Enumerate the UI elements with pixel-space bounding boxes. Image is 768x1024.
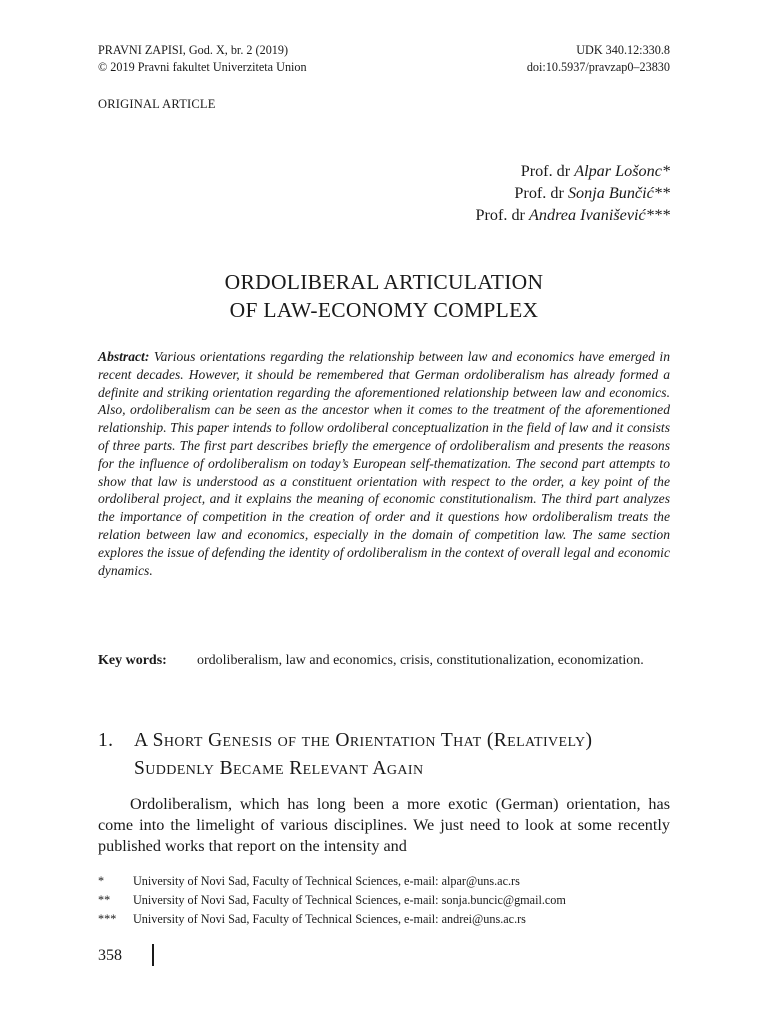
page-number-divider (152, 944, 154, 966)
footnote (98, 891, 670, 910)
keywords-label: Key words: (98, 653, 167, 668)
section-heading (98, 727, 670, 783)
header-left (98, 42, 307, 76)
abstract (98, 348, 670, 579)
body-paragraph: Ordoliberalism, which has long been a more exotic (German) orientation, has come into the limelight of various disciplines. We just need to look at some recently published works that report on the intensity and (98, 795, 670, 855)
journal-line: PRAVNI ZAPISI, God. X, br. 2 (2019) (98, 43, 289, 57)
author-prefix: Prof. dr (520, 162, 575, 180)
udk-code: UDK 340.12:330.8 (576, 43, 670, 57)
document-page (98, 0, 670, 1024)
author-line (475, 182, 670, 204)
footnote-mark: *** (98, 912, 117, 926)
article-title (98, 268, 670, 324)
author-line (475, 204, 670, 226)
footnote-mark: * (98, 874, 105, 888)
page-number: 358 (98, 947, 122, 964)
keywords (98, 652, 670, 670)
header-right (527, 42, 670, 76)
keywords-text: ordoliberalism, law and economics, crisis, constitutionalization, economization. (197, 653, 644, 668)
doi-line: doi:10.5937/pravzap0–23830 (526, 60, 670, 74)
author-prefix: Prof. dr (475, 206, 529, 224)
footnote-text: University of Novi Sad, Faculty of Technical Sciences, e-mail: sonja.buncic@gmail.com (133, 893, 566, 907)
author-name: Andrea Ivanišević*** (529, 206, 670, 224)
footnote-text: University of Novi Sad, Faculty of Technical Sciences, e-mail: alpar@uns.ac.rs (133, 874, 520, 888)
section-title: A Short Genesis of the Orientation That (Relatively) Suddenly Became Relevant Again (134, 730, 593, 779)
footnote-text: University of Novi Sad, Faculty of Technical Sciences, e-mail: andrei@uns.ac.rs (133, 912, 526, 926)
author-prefix: Prof. dr (514, 184, 568, 202)
author-name: Alpar Lošonc* (574, 162, 670, 180)
footnote-mark: ** (98, 893, 111, 907)
author-line (475, 160, 670, 182)
footnote (98, 872, 670, 891)
footnote (98, 910, 670, 929)
footnotes (98, 872, 670, 929)
title-line-2: OF LAW-ECONOMY COMPLEX (229, 298, 539, 322)
abstract-label: Abstract: (98, 349, 150, 364)
abstract-text: Various orientations regarding the relationship between law and economics have emerged in recent decades. However, it should be remembered that German ordoliberalism has already formed a definite and striking orientation regarding the aforementioned relationship between law and economics. Also, ordoliberalism can be seen as the ancestor when it comes to the treatment of the aforementioned relationship. This paper intends to follow ordoliberal conceptualization in the field of law and it consists of three parts. The first part describes briefly the emergence of ordoliberalism and presents the reasons for the influence of ordoliberalism on today’s European self-thematization. The second part attempts to show that law is understood as a constituent orientation with respect to the order, a key point of the ordoliberal project, and it explains the meaning of economic constitutionalism. The third part analyzes the importance of competition in the creation of order and it questions how ordoliberalism treats the relation between law and economics, especially in the domain of competition law. The same section explores the issue of defending the identity of ordoliberalism in the context of overall legal and economic dynamics. (98, 349, 670, 578)
author-name: Sonja Bunčić** (567, 184, 670, 202)
section-number: 1. (98, 730, 114, 751)
article-type: ORIGINAL ARTICLE (98, 97, 216, 111)
title-line-1: ORDOLIBERAL ARTICULATION (224, 270, 544, 294)
copyright-line: © 2019 Pravni fakultet Univerziteta Union (98, 60, 307, 74)
author-list (475, 160, 670, 226)
